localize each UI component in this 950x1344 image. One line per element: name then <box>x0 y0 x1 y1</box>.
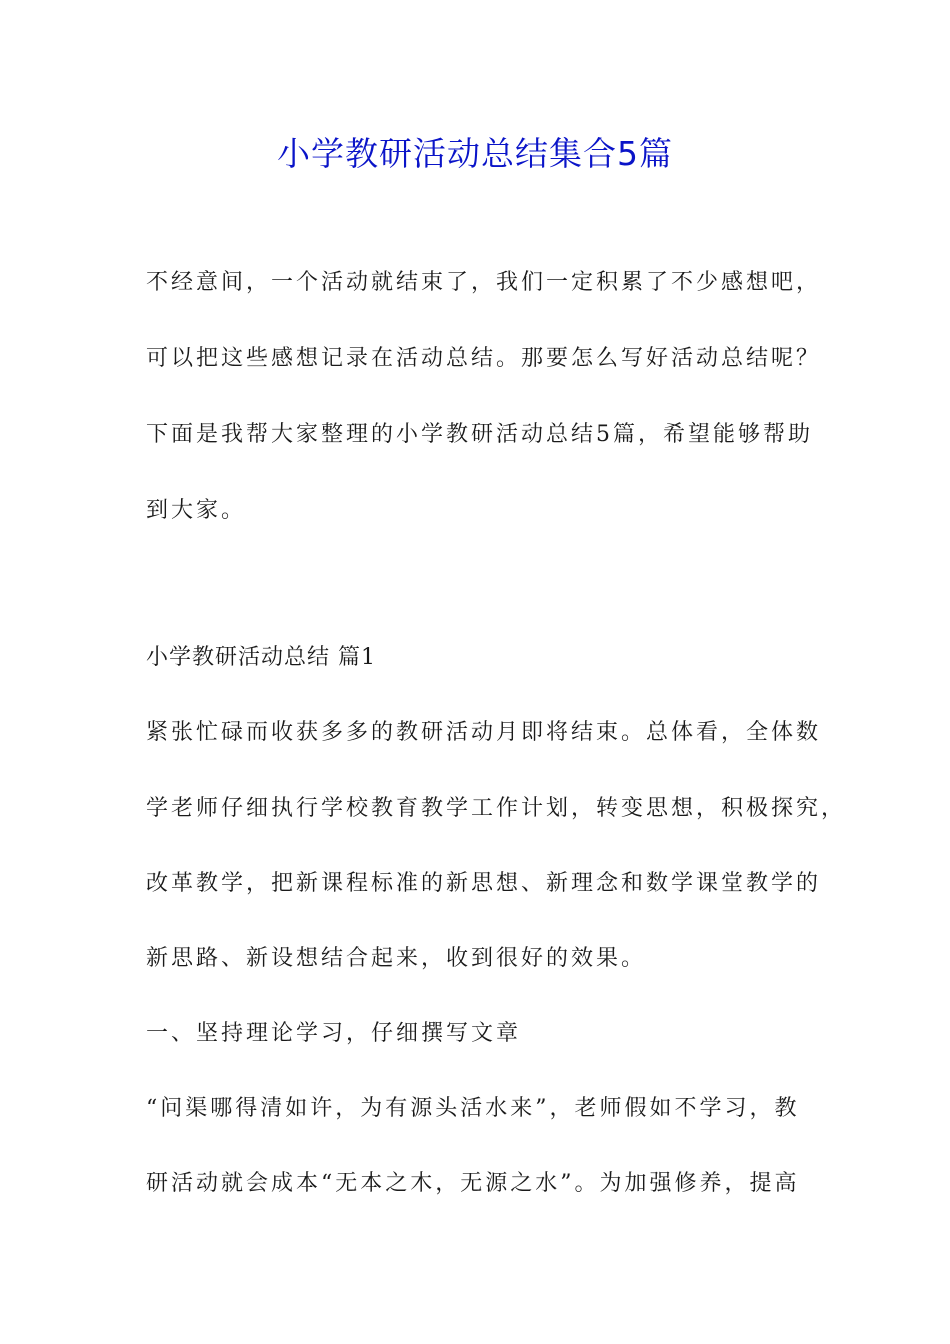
body-subheading: 一、坚持理论学习，仔细撰写文章 <box>146 1021 522 1046</box>
body-line: 改革教学，把新课程标准的新思想、新理念和数学课堂教学的 <box>146 871 822 896</box>
intro-line: 可以把这些感想记录在活动总结。那要怎么写好活动总结呢？ <box>146 346 822 371</box>
intro-line: 到大家。 <box>146 498 247 523</box>
body-line: “问渠哪得清如许，为有源头活水来”，老师假如不学习，教 <box>146 1096 800 1121</box>
intro-line: 下面是我帮大家整理的小学教研活动总结5篇，希望能够帮助 <box>146 422 813 447</box>
body-line: 研活动就会成本“无本之木，无源之水”。为加强修养，提高 <box>146 1171 800 1196</box>
section-heading: 小学教研活动总结 篇1 <box>146 645 376 670</box>
intro-line: 不经意间，一个活动就结束了，我们一定积累了不少感想吧， <box>146 270 822 295</box>
body-line: 紧张忙碌而收获多多的教研活动月即将结束。总体看，全体数 <box>146 720 822 745</box>
body-line: 新思路、新设想结合起来，收到很好的效果。 <box>146 946 647 971</box>
body-line: 学老师仔细执行学校教育教学工作计划，转变思想，积极探究， <box>146 796 847 821</box>
document-title: 小学教研活动总结集合5篇 <box>277 134 673 173</box>
